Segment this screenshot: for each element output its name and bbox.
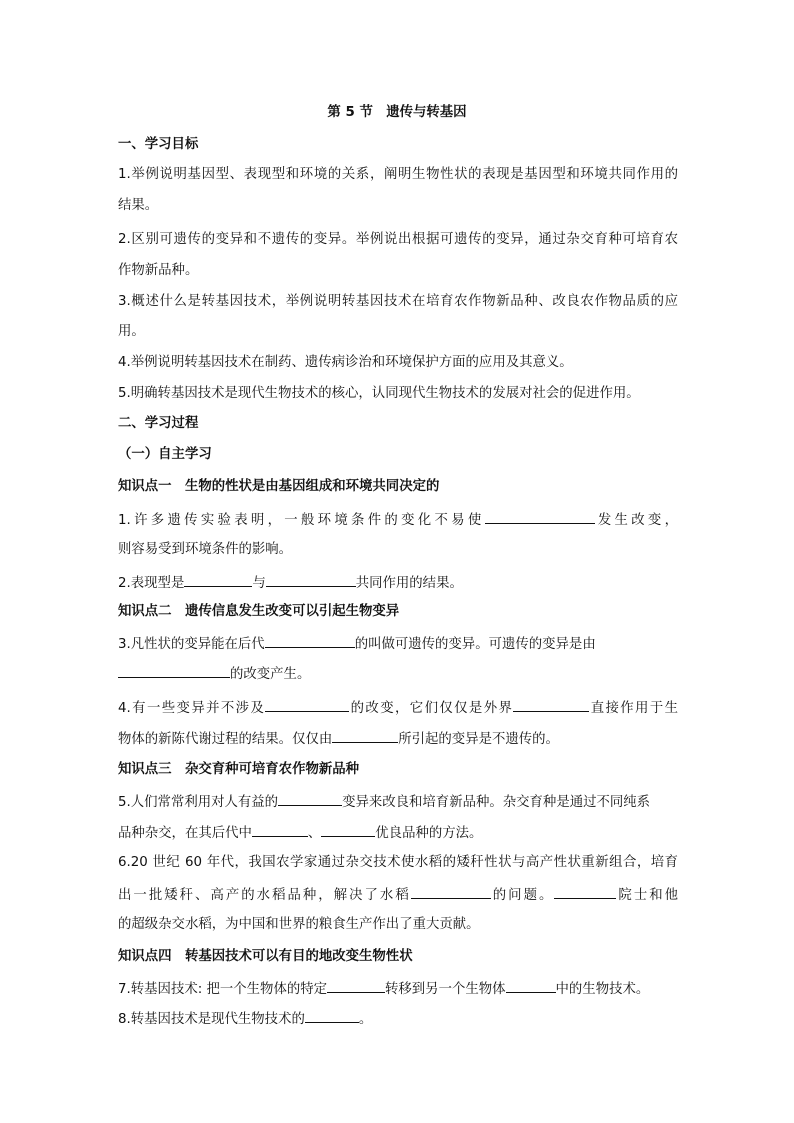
question-2-text-a: 2.表现型是 [118,576,185,591]
objective-1-line-2: 结果。 [118,198,159,213]
answer-blank[interactable] [506,979,556,993]
answer-blank[interactable] [266,573,356,587]
question-5-text-a: 5.人们常常利用对人有益的 [118,795,279,810]
answer-blank[interactable] [513,698,589,712]
answer-blank[interactable] [265,698,349,712]
question-6-text-b: 的问题。 [490,888,555,903]
section-heading-objectives: 一、学习目标 [118,137,199,152]
objective-4: 4.举例说明转基因技术在制药、遗传病诊治和环境保护方面的应用及其意义。 [118,355,573,370]
question-4-line-2 [118,729,678,749]
question-1-line-1 [118,510,678,530]
question-3-line-2 [118,664,678,684]
question-4-text-b: 的改变，它们仅仅是外界 [349,701,514,716]
question-3-text-a: 3.凡性状的变异能在后代 [118,637,265,652]
answer-blank[interactable] [118,664,230,678]
subsection-heading-self-study: （一）自主学习 [118,447,212,462]
question-6-line-2 [118,885,678,905]
question-5-text-b: 变异来改良和培育新品种。杂交育种是通过不同纯系 [342,795,651,810]
objective-5: 5.明确转基因技术是现代生物技术的核心，认同现代生物技术的发展对社会的促进作用。 [118,386,640,401]
answer-blank[interactable] [332,729,398,743]
answer-blank[interactable] [411,885,491,899]
knowledge-point-1-heading: 知识点一 生物的性状是由基因组成和环境共同决定的 [118,479,440,494]
question-5-text-e: 优良品种的方法。 [375,826,483,841]
question-8-text-a: 8.转基因技术是现代生物技术的 [118,1012,305,1027]
question-2 [118,573,678,593]
objective-3-line-1: 3.概述什么是转基因技术，举例说明转基因技术在培育农作物新品种、改良农作物品质的应 [118,294,678,309]
question-7-text-c: 中的生物技术。 [555,982,650,997]
objective-1-line-1: 1.举例说明基因型、表现型和环境的关系，阐明生物性状的表现是基因型和环境共同作用的 [118,167,678,182]
question-2-text-c: 共同作用的结果。 [355,576,463,591]
question-5-text-d: 、 [307,826,322,841]
question-4-line-1 [118,698,678,718]
answer-blank[interactable] [184,573,252,587]
answer-blank[interactable] [327,979,385,993]
question-7-text-b: 转移到另一个生物体 [385,982,506,997]
question-7 [118,979,678,999]
question-5-line-2 [118,823,678,843]
question-6-line-3: 的超级杂交水稻，为中国和世界的粮食生产作出了重大贡献。 [118,917,480,932]
question-4-text-e: 所引起的变异是不遗传的。 [398,732,559,747]
question-2-text-b: 与 [252,576,266,591]
knowledge-point-4-heading: 知识点四 转基因技术可以有目的地改变生物性状 [118,949,413,964]
question-6-text-c: 院士和他 [616,888,679,903]
answer-blank[interactable] [554,885,616,899]
question-1-text-b: 发生改变， [594,513,678,528]
question-3-text-c: 的改变产生。 [230,667,311,682]
answer-blank[interactable] [252,823,308,837]
question-4-text-c: 直接作用于生 [589,701,679,716]
question-5-text-c: 品种杂交，在其后代中 [118,826,252,841]
answer-blank[interactable] [278,792,342,806]
question-3-line-1 [118,634,678,654]
answer-blank[interactable] [305,1009,359,1023]
knowledge-point-2-heading: 知识点二 遗传信息发生改变可以引起生物变异 [118,604,400,619]
answer-blank[interactable] [321,823,375,837]
section-heading-process: 二、学习过程 [118,416,199,431]
question-4-text-d: 物体的新陈代谢过程的结果。仅仅由 [118,732,333,747]
question-1-text-a: 1.许多遗传实验表明，一般环境条件的变化不易使 [118,513,485,528]
objective-2-line-2: 作物新品种。 [118,263,199,278]
question-5-line-1 [118,792,678,812]
answer-blank[interactable] [265,634,355,648]
question-3-text-b: 的叫做可遗传的变异。可遗传的变异是由 [354,637,596,652]
question-8 [118,1009,678,1029]
objective-2-line-1: 2.区别可遗传的变异和不遗传的变异。举例说出根据可遗传的变异，通过杂交育种可培育农 [118,232,678,247]
answer-blank[interactable] [485,510,595,524]
question-4-text-a: 4.有一些变异并不涉及 [118,701,266,716]
objective-3-line-2: 用。 [118,324,145,339]
question-6-text-a: 出一批矮秆、高产的水稻品种，解决了水稻 [118,888,411,903]
question-1-line-2: 则容易受到环境条件的影响。 [118,542,293,557]
knowledge-point-3-heading: 知识点三 杂交育种可培育农作物新品种 [118,762,360,777]
question-8-text-b: 。 [358,1012,373,1027]
question-6-line-1: 6.20 世纪 60 年代，我国农学家通过杂交技术使水稻的矮秆性状与高产性状重新组合，培育 [118,855,678,870]
question-7-text-a: 7.转基因技术: 把一个生物体的特定 [118,982,328,997]
page-title: 第 5 节 遗传与转基因 [327,105,467,120]
